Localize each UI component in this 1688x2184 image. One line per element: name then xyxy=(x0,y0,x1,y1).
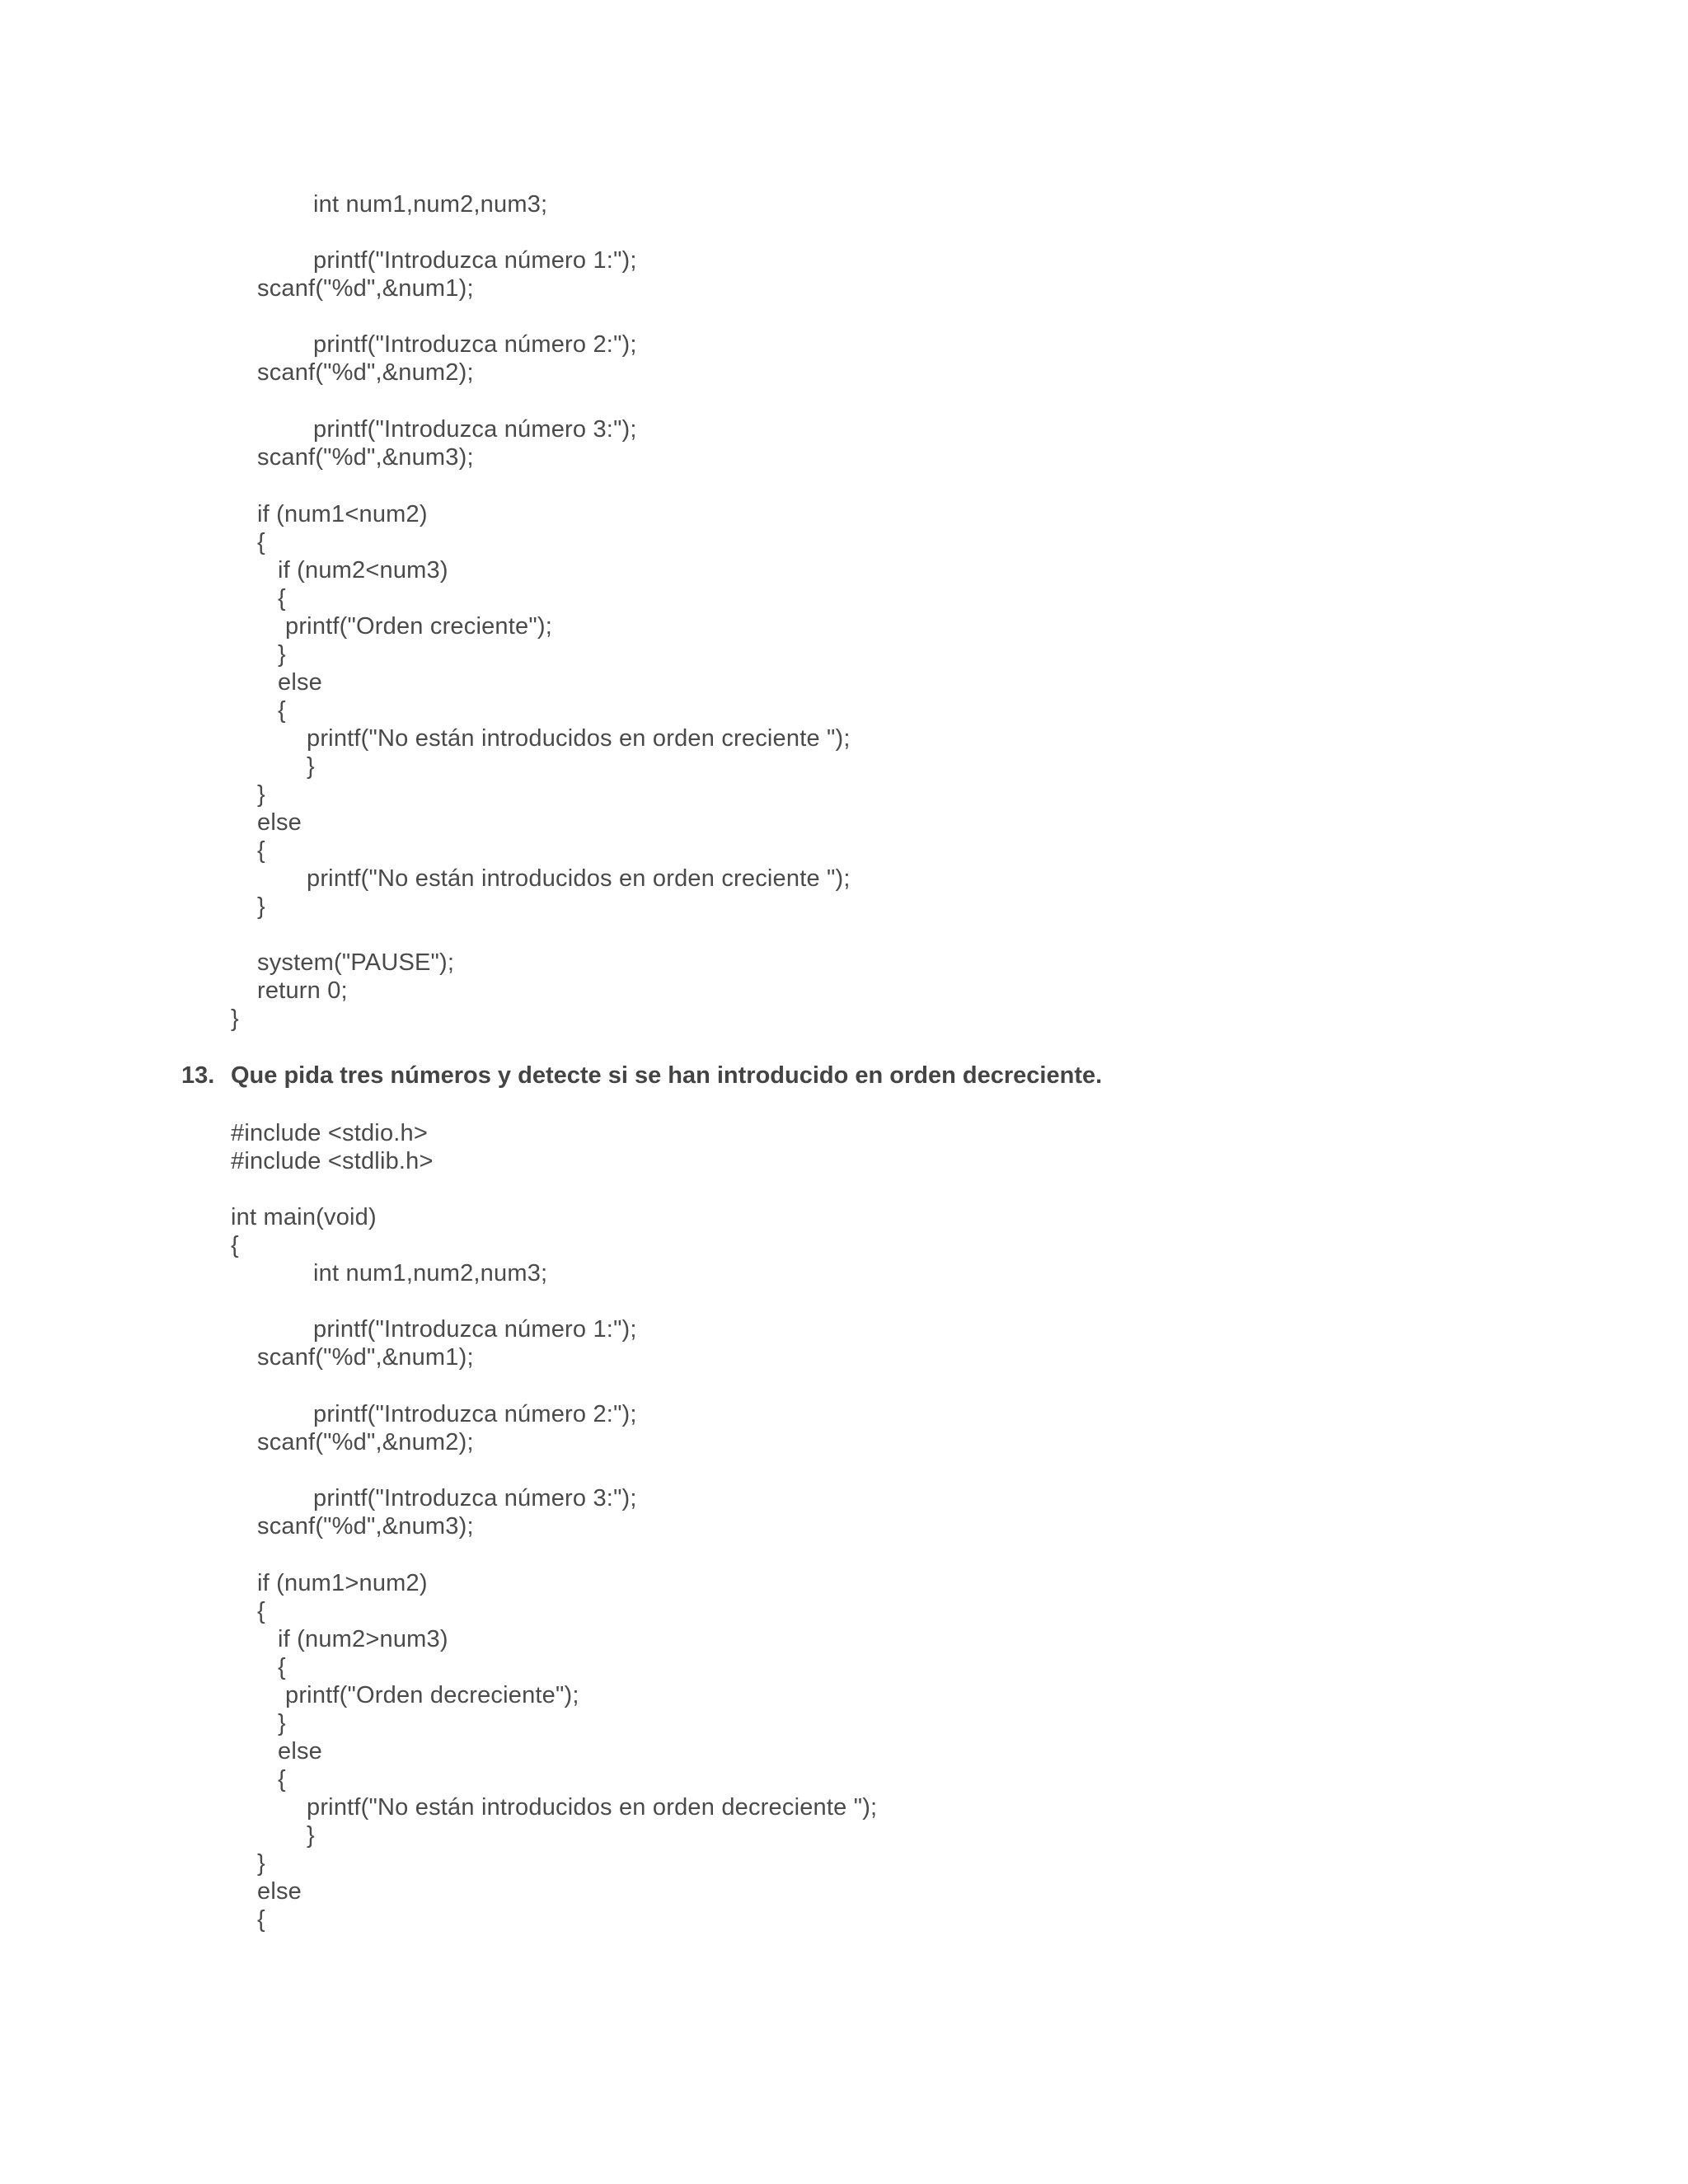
code-line: else xyxy=(257,809,302,836)
code-line: printf("No están introducidos en orden decreciente "); xyxy=(307,1794,878,1821)
code-line: } xyxy=(278,1710,286,1736)
code-line: if (num1>num2) xyxy=(257,1570,428,1596)
code-line: { xyxy=(278,1654,286,1680)
code-line: printf("No están introducidos en orden creciente "); xyxy=(307,725,851,752)
code-line: if (num2>num3) xyxy=(278,1626,448,1652)
section-number: 13. xyxy=(181,1062,215,1089)
code-line: { xyxy=(278,697,286,724)
code-line: } xyxy=(231,1005,239,1032)
code-line: { xyxy=(257,837,265,864)
code-line: if (num2<num3) xyxy=(278,557,448,583)
code-line: printf("No están introducidos en orden creciente "); xyxy=(307,865,851,892)
code-line: { xyxy=(257,1598,265,1624)
code-line: { xyxy=(231,1232,239,1258)
code-line: scanf("%d",&num3); xyxy=(257,444,474,471)
code-line: printf("Introduzca número 3:"); xyxy=(313,416,637,443)
code-line: printf("Introduzca número 2:"); xyxy=(313,1401,637,1427)
code-line: scanf("%d",&num1); xyxy=(257,1344,474,1371)
code-line: { xyxy=(257,529,265,555)
code-line: printf("Orden creciente"); xyxy=(285,613,552,640)
code-line: } xyxy=(307,753,315,780)
code-line: { xyxy=(257,1906,265,1933)
code-line: } xyxy=(257,893,265,920)
code-line: printf("Introduzca número 1:"); xyxy=(313,247,637,274)
code-line: #include <stdlib.h> xyxy=(231,1148,434,1174)
code-line: int num1,num2,num3; xyxy=(313,1260,548,1286)
code-line: system("PAUSE"); xyxy=(257,949,455,976)
code-line: scanf("%d",&num1); xyxy=(257,275,474,302)
code-line: else xyxy=(278,1738,322,1765)
code-line: } xyxy=(307,1822,315,1849)
code-line: int num1,num2,num3; xyxy=(313,191,548,218)
section-title: Que pida tres números y detecte si se han introducido en orden decreciente. xyxy=(231,1062,1103,1089)
code-line: scanf("%d",&num3); xyxy=(257,1513,474,1540)
code-line: printf("Orden decreciente"); xyxy=(285,1682,579,1708)
code-line: else xyxy=(257,1878,302,1905)
code-line: } xyxy=(278,641,286,668)
code-line: { xyxy=(278,1766,286,1793)
code-line: } xyxy=(257,1850,265,1877)
code-line: return 0; xyxy=(257,977,348,1004)
code-line: } xyxy=(257,781,265,808)
code-line: int main(void) xyxy=(231,1204,377,1230)
code-line: printf("Introduzca número 2:"); xyxy=(313,331,637,358)
code-line: scanf("%d",&num2); xyxy=(257,359,474,386)
code-line: printf("Introduzca número 3:"); xyxy=(313,1485,637,1511)
code-line: if (num1<num2) xyxy=(257,501,428,527)
code-line: scanf("%d",&num2); xyxy=(257,1429,474,1455)
code-line: #include <stdio.h> xyxy=(231,1120,428,1146)
code-line: printf("Introduzca número 1:"); xyxy=(313,1316,637,1343)
code-line: else xyxy=(278,669,322,696)
code-line: { xyxy=(278,585,286,612)
